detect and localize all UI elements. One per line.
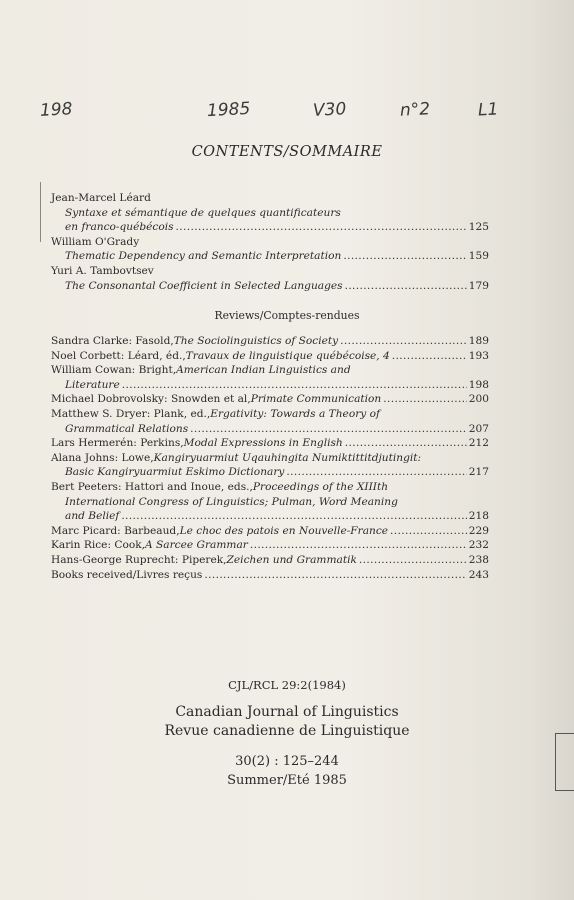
leader-dots xyxy=(383,392,467,407)
leader-dots xyxy=(359,553,467,568)
articles-list xyxy=(51,191,489,293)
article-line xyxy=(51,206,489,221)
review-line xyxy=(51,422,489,437)
review-line xyxy=(51,538,489,553)
review-title: Proceedings of the XIIIth xyxy=(252,480,389,493)
review-author: Matthew S. Dryer: Plank, ed., xyxy=(51,407,211,420)
review-author: Books received/Livres reçus xyxy=(51,568,203,581)
review-line xyxy=(51,480,489,495)
article-title: The Consonantal Coefficient in Selected Languages xyxy=(65,279,343,292)
leader-dots xyxy=(122,378,467,393)
review-title: Modal Expressions in English xyxy=(183,437,343,450)
leader-dots xyxy=(250,538,467,553)
article-title: en franco-québécois xyxy=(65,221,174,234)
page-number: 232 xyxy=(468,539,489,552)
article-title: Thematic Dependency and Semantic Interpretation xyxy=(65,250,342,263)
handwritten-note: 1985 xyxy=(206,98,251,122)
review-title: The Sociolinguistics of Society xyxy=(173,335,339,347)
review-title: Zeichen und Grammatik xyxy=(226,553,357,566)
review-author: Bert Peeters: Hattori and Inoue, eds., xyxy=(51,480,253,493)
article-title: Syntaxe et sémantique de quelques quantificateurs xyxy=(65,206,341,219)
review-line xyxy=(51,407,489,422)
review-author: Marc Picard: Barbeaud, xyxy=(51,524,180,537)
page-number: 238 xyxy=(468,553,489,566)
review-line xyxy=(51,465,489,480)
handwritten-note: V30 xyxy=(312,99,347,121)
page-number: 189 xyxy=(468,335,489,347)
leader-dots xyxy=(190,422,467,437)
review-author: William Cowan: Bright, xyxy=(51,364,177,377)
page-number: 212 xyxy=(468,437,489,450)
article-line xyxy=(51,279,489,294)
review-title: Kangiryuarmiut Uqauhingita Numiktittitdjutingit: xyxy=(153,451,422,464)
leader-dots xyxy=(340,334,467,349)
page-number: 207 xyxy=(468,422,489,435)
page-number: 218 xyxy=(468,510,489,523)
page-number: 125 xyxy=(468,221,489,234)
reviews-heading: Reviews/Comptes-rendues xyxy=(214,309,360,322)
review-line xyxy=(51,509,489,524)
volume-info: 30(2) : 125–244 xyxy=(235,754,339,769)
review-title: Le choc des patois en Nouvelle-France xyxy=(179,524,389,537)
review-title: Grammatical Relations xyxy=(65,422,189,435)
page-number: 159 xyxy=(468,250,489,263)
review-author: Sandra Clarke: Fasold, xyxy=(51,335,174,347)
review-title: Basic Kangiryuarmiut Eskimo Dictionary xyxy=(65,466,285,479)
review-line xyxy=(51,349,489,364)
review-line xyxy=(51,334,489,349)
review-line xyxy=(51,495,489,510)
article-line xyxy=(51,220,489,235)
article-author: Jean-Marcel Léard xyxy=(51,192,151,204)
review-author: Alana Johns: Lowe, xyxy=(51,451,154,464)
leader-dots xyxy=(345,279,467,294)
handwritten-note: 198 xyxy=(39,99,73,121)
leader-dots xyxy=(390,524,467,539)
leader-dots xyxy=(204,568,466,583)
contents-title: CONTENTS/SOMMAIRE xyxy=(191,144,383,160)
handwritten-note: n°2 xyxy=(399,99,431,121)
review-author: Hans-George Ruprecht: Piperek, xyxy=(51,553,227,566)
review-author: Lars Hermerén: Perkins, xyxy=(51,437,184,450)
review-author: Noel Corbett: Léard, éd., xyxy=(51,349,186,362)
leader-dots xyxy=(121,509,466,524)
article-line xyxy=(51,249,489,264)
review-title: Literature xyxy=(65,378,120,391)
review-line xyxy=(51,451,489,466)
page-number: 179 xyxy=(468,279,489,292)
page-number: 229 xyxy=(468,524,489,537)
review-line xyxy=(51,436,489,451)
issue-season: Summer/Eté 1985 xyxy=(227,773,347,788)
review-line xyxy=(51,363,489,378)
article-author: William O'Grady xyxy=(51,235,140,248)
review-line xyxy=(51,378,489,393)
review-line xyxy=(51,392,489,407)
review-author: Michael Dobrovolsky: Snowden et al, xyxy=(51,393,251,406)
review-line xyxy=(51,568,489,583)
leader-dots xyxy=(392,349,467,364)
journal-name-fr: Revue canadienne de Linguistique xyxy=(164,723,410,739)
leader-dots xyxy=(176,220,467,235)
leader-dots xyxy=(345,436,467,451)
page-number: 193 xyxy=(468,349,489,362)
review-title: American Indian Linguistics and xyxy=(176,364,351,377)
leader-dots xyxy=(286,465,466,480)
page-number: 198 xyxy=(468,378,489,391)
page-number: 200 xyxy=(468,393,489,406)
review-title: Primate Communication xyxy=(250,393,382,406)
review-line xyxy=(51,553,489,568)
review-title: International Congress of Linguistics; Pulman, Word Meaning xyxy=(65,495,398,508)
margin-mark xyxy=(40,182,41,242)
review-title: Ergativity: Towards a Theory of xyxy=(210,407,380,420)
journal-code: CJL/RCL 29:2(1984) xyxy=(228,678,346,692)
review-line xyxy=(51,524,489,539)
reviews-list xyxy=(51,334,489,582)
review-author: Karin Rice: Cook, xyxy=(51,539,146,552)
review-title: Travaux de linguistique québécoise, 4 xyxy=(185,349,390,362)
page-number: 243 xyxy=(468,568,489,581)
page-number: 217 xyxy=(468,466,489,479)
review-title: and Belief xyxy=(65,510,120,523)
leader-dots xyxy=(343,249,466,264)
article-author: Yuri A. Tambovtsev xyxy=(51,264,154,277)
review-title: A Sarcee Grammar xyxy=(145,539,248,552)
handwritten-note: L1 xyxy=(477,99,499,121)
journal-name-en: Canadian Journal of Linguistics xyxy=(175,704,399,720)
